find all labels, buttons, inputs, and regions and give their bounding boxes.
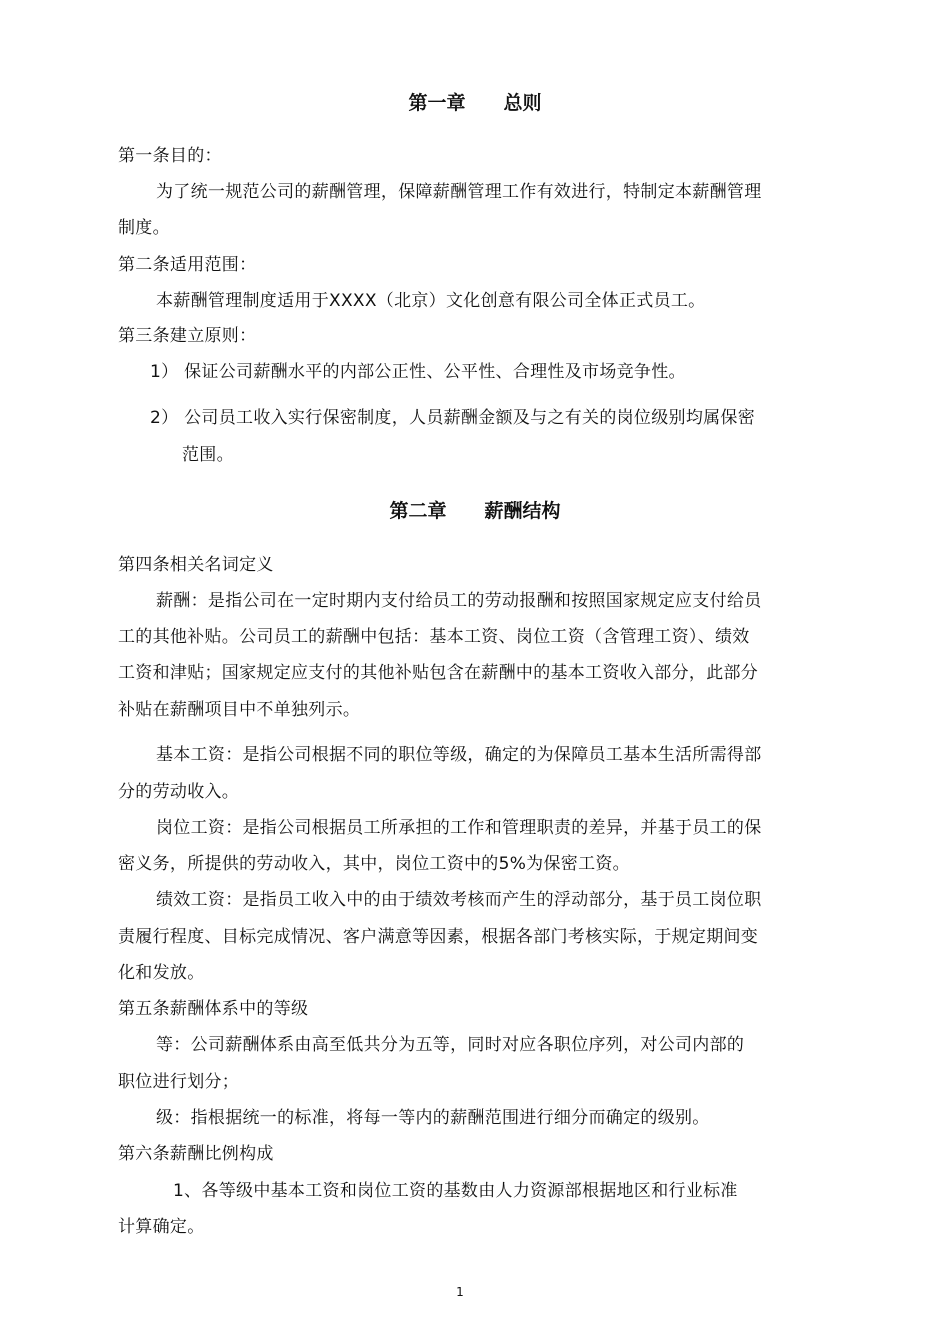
page-number: 1 [456,1285,464,1299]
list-item: 1） 保证公司薪酬水平的内部公正性、公平性、合理性及市场竞争性。 [150,362,686,382]
paragraph-line: 密义务，所提供的劳动收入，其中，岗位工资中的5%为保密工资。 [118,854,630,874]
paragraph-line: 岗位工资：是指公司根据员工所承担的工作和管理职责的差异，并基于员工的保 [156,818,762,838]
paragraph-line: 级：指根据统一的标准，将每一等内的薪酬范围进行细分而确定的级别。 [156,1108,710,1128]
paragraph-line: 绩效工资：是指员工收入中的由于绩效考核而产生的浮动部分，基于员工岗位职 [156,890,762,910]
paragraph-line: 等：公司薪酬体系由高至低共分为五等，同时对应各职位序列，对公司内部的 [156,1035,745,1055]
paragraph-line: 计算确定。 [118,1217,205,1237]
paragraph-line: 补贴在薪酬项目中不单独列示。 [118,700,361,720]
paragraph-line: 化和发放。 [118,963,205,983]
list-item: 2） 公司员工收入实行保密制度，人员薪酬金额及与之有关的岗位级别均属保密 [150,408,756,428]
article-6-title: 第六条薪酬比例构成 [118,1144,274,1164]
paragraph-line: 薪酬：是指公司在一定时期内支付给员工的劳动报酬和按照国家规定应支付给员 [156,591,762,611]
paragraph-line: 1、各等级中基本工资和岗位工资的基数由人力资源部根据地区和行业标准 [173,1181,738,1201]
paragraph-line: 本薪酬管理制度适用于XXXX（北京）文化创意有限公司全体正式员工。 [156,291,706,311]
chapter-2-number: 第二章 [389,500,447,522]
chapter-1-number: 第一章 [408,92,466,114]
article-3-title: 第三条建立原则： [118,326,257,346]
paragraph-line: 制度。 [118,218,170,238]
paragraph-line: 工的其他补贴。公司员工的薪酬中包括：基本工资、岗位工资（含管理工资）、绩效 [118,627,750,647]
article-5-title: 第五条薪酬体系中的等级 [118,999,309,1019]
chapter-2-heading [0,498,950,524]
article-2-title: 第二条适用范围： [118,255,257,275]
article-4-title: 第四条相关名词定义 [118,555,274,575]
article-1-title: 第一条目的： [118,146,222,166]
chapter-1-heading [0,90,950,116]
chapter-1-title: 总则 [503,92,542,114]
paragraph-line: 为了统一规范公司的薪酬管理，保障薪酬管理工作有效进行，特制定本薪酬管理 [156,182,762,202]
paragraph-line: 基本工资：是指公司根据不同的职位等级，确定的为保障员工基本生活所需得部 [156,745,762,765]
paragraph-line: 职位进行划分； [118,1072,240,1092]
chapter-2-title: 薪酬结构 [484,500,561,522]
paragraph-line: 责履行程度、目标完成情况、客户满意等因素，根据各部门考核实际，于规定期间变 [118,927,759,947]
paragraph-line: 工资和津贴；国家规定应支付的其他补贴包含在薪酬中的基本工资收入部分，此部分 [118,663,759,683]
list-item-continuation: 范围。 [182,445,234,465]
paragraph-line: 分的劳动收入。 [118,782,240,802]
